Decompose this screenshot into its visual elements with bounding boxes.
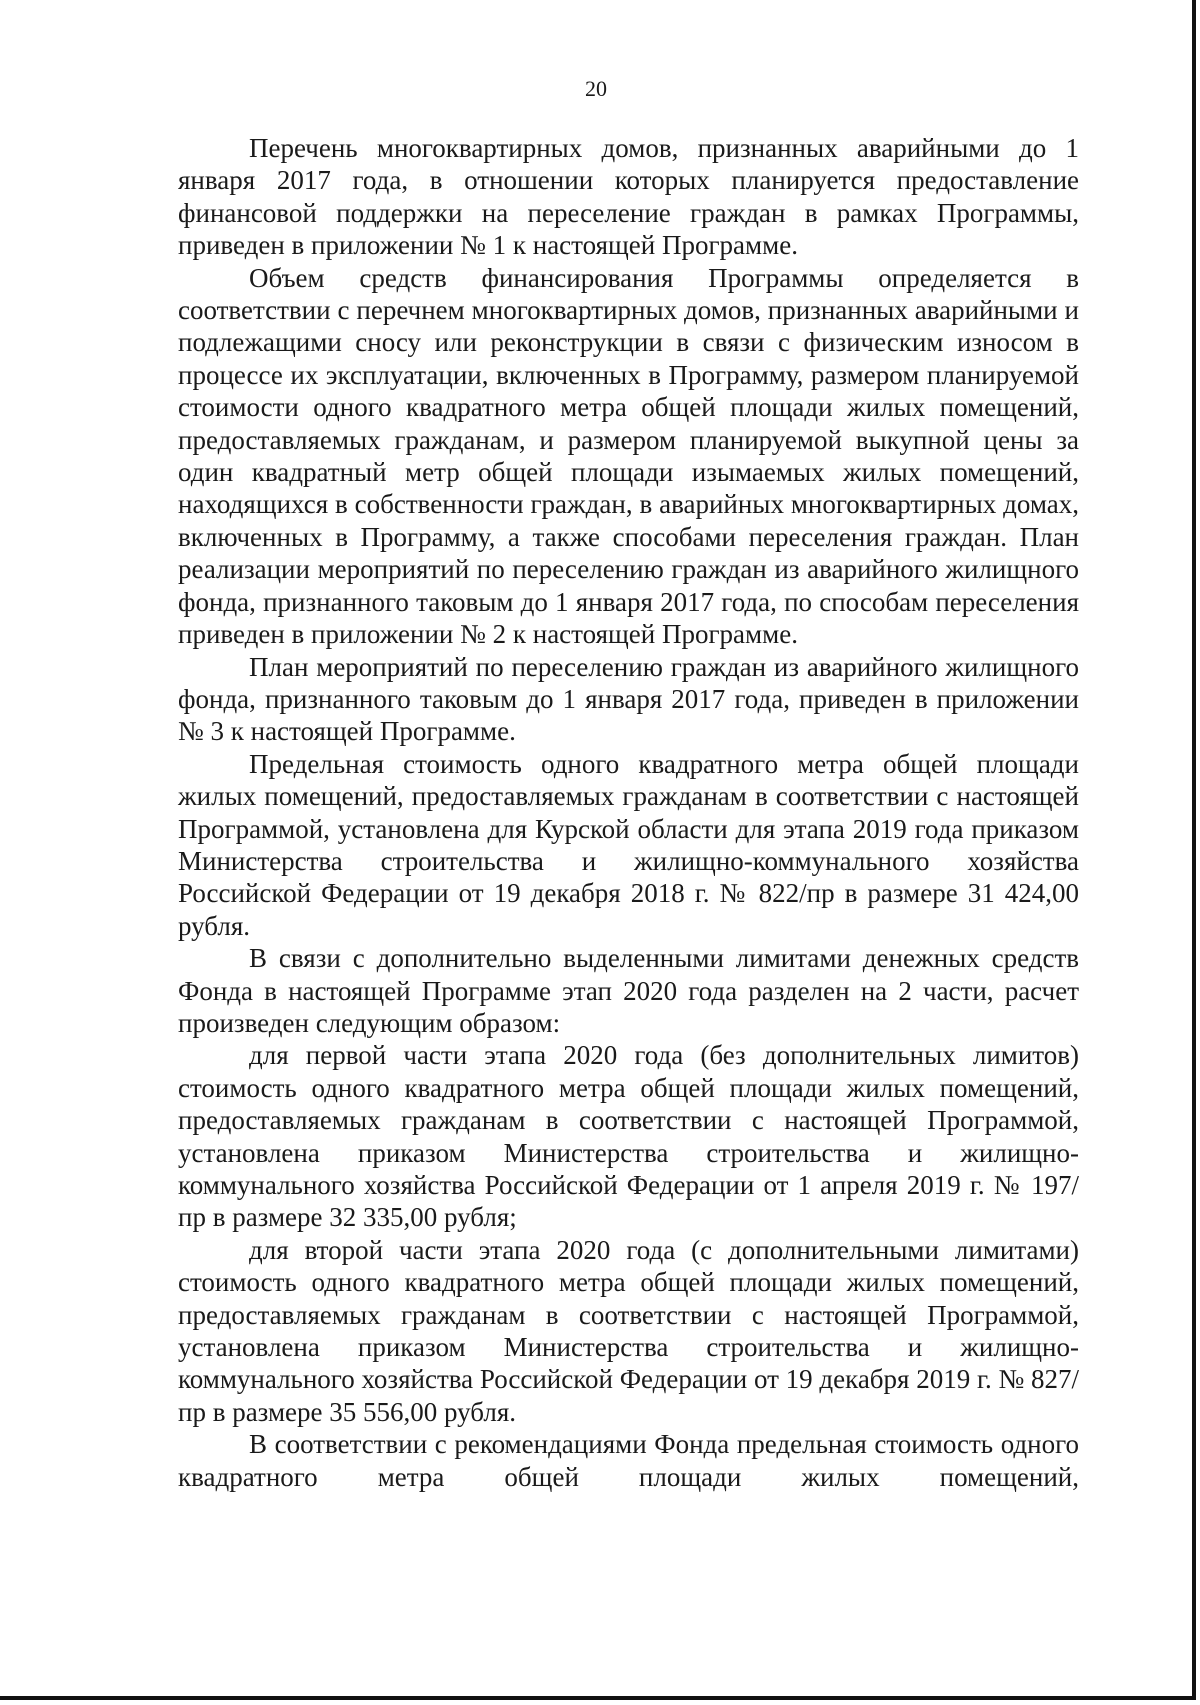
paragraph-1: Перечень многоквартирных домов, признанных аварийными до 1 января 2017 года, в отношении которых планируется предоставление финансовой поддержки на переселение граждан в рамках Программы, приведен в приложении № 1 к настоящей Программе. <box>178 133 1079 261</box>
paragraph-6: для первой части этапа 2020 года (без дополнительных лимитов) стоимость одного квадратного метра общей площади жилых помещений, предоставляемых гражданам в соответствии с настоящей Программой, установлена приказом Министерства строительства и жилищно-коммунального хозяйства Российской Федерации от 1 апреля 2019 г. № 197/пр в размере 32 335,00 рубля; <box>178 1040 1079 1233</box>
paragraph-4: Предельная стоимость одного квадратного метра общей площади жилых помещений, предоставляемых гражданам в соответствии с настоящей Программой, установлена для Курской области для этапа 2019 года приказом Министерства строительства и жилищно-коммунального хозяйства Российской Федерации от 19 декабря 2018 г. № 822/пр в размере 31 424,00 рубля. <box>178 748 1079 941</box>
scan-border-right <box>1192 0 1196 1700</box>
paragraph-8: В соответствии с рекомендациями Фонда предельная стоимость одного квадратного метра общей площади жилых помещений, <box>178 1429 1079 1492</box>
document-body <box>178 132 1079 1493</box>
paragraph-7: для второй части этапа 2020 года (с дополнительными лимитами) стоимость одного квадратного метра общей площади жилых помещений, предоставляемых гражданам в соответствии с настоящей Программой, установлена приказом Министерства строительства и жилищно-коммунального хозяйства Российской Федерации от 19 декабря 2019 г. № 827/пр в размере 35 556,00 рубля. <box>178 1234 1080 1427</box>
paragraph-3: План мероприятий по переселению граждан из аварийного жилищного фонда, признанного таковым до 1 января 2017 года, приведен в приложении № 3 к настоящей Программе. <box>178 651 1079 747</box>
paragraph-2: Объем средств финансирования Программы определяется в соответствии с перечнем многоквартирных домов, признанных аварийными и подлежащими сносу или реконструкции в связи с физическим износом в процессе их эксплуатации, включенных в Программу, размером планируемой стоимости одного квадратного метра общей площади жилых помещений, предоставляемых гражданам, и размером планируемой выкупной цены за один квадратный метр общей площади изымаемых жилых помещений, находящихся в собственности граждан, в аварийных многоквартирных домах, включенных в Программу, а также способами переселения граждан. План реализации мероприятий по переселению граждан из аварийного жилищного фонда, признанного таковым до 1 января 2017 года, по способам переселения приведен в приложении № 2 к настоящей Программе. <box>178 262 1079 650</box>
paragraph-5: В связи с дополнительно выделенными лимитами денежных средств Фонда в настоящей Программе этап 2020 года разделен на 2 части, расчет произведен следующим образом: <box>178 943 1079 1038</box>
page-number: 20 <box>585 76 607 101</box>
scan-border-bottom <box>0 1696 1196 1700</box>
